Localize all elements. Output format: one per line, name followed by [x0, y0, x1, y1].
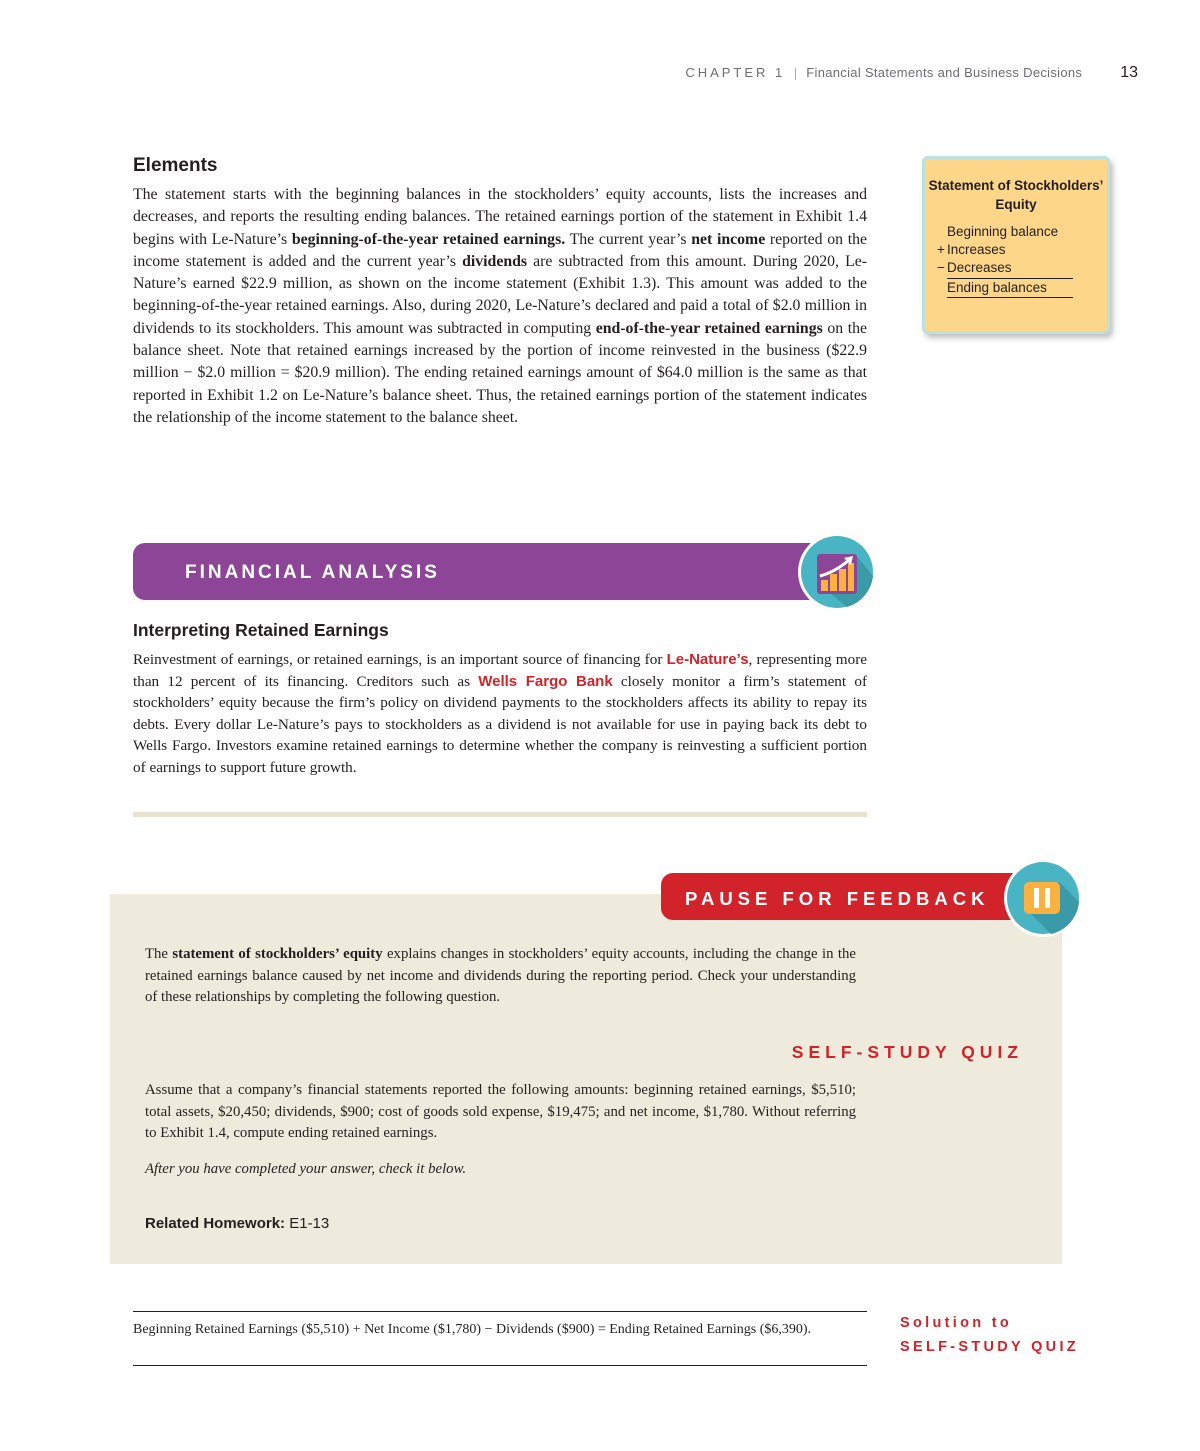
statement-summary-box	[922, 156, 1110, 334]
solution-heading	[900, 1311, 1079, 1359]
summary-decreases: − Decreases	[937, 260, 1012, 275]
chapter-label: CHAPTER 1	[685, 65, 786, 80]
chart-growth-icon	[797, 532, 877, 612]
term-end-retained-earnings: end-of-the-year retained earnings	[595, 319, 823, 337]
self-study-quiz-heading: SELF-STUDY QUIZ	[791, 1042, 1023, 1062]
related-homework-value: E1-13	[289, 1215, 330, 1232]
elements-text-4: are subtracted from this amount. During 2020, Le-Nature’s earned $22.9 million, as shown on the income statement (Exhibit 1.3). This amount was added to the beginning-of-the-year retained earnings. Also, during 2020, Le-Nature’s declared and paid a total of $2.0 million in dividends to its stockholders. This amount was subtracted in computing	[133, 252, 867, 337]
term-beginning-retained-earnings: beginning-of-the-year retained earnings.	[291, 230, 566, 248]
solution-rule-top	[133, 1311, 867, 1312]
summary-box-list	[937, 223, 1107, 298]
elements-text-1: The statement starts with the beginning balances in the stockholders’ equity accounts, lists the increases and decreases, and reports the resulting ending balances. The retained earnings portion of the statement in Exhibit 1.4 begins with Le-Nature’s	[133, 186, 867, 248]
elements-text-3: reported on the income statement is added and the current year’s	[133, 230, 868, 270]
company-name: Le-Nature’s	[666, 651, 749, 668]
solution-text: Beginning Retained Earnings ($5,510) + Net Income ($1,780) − Dividends ($900) = Ending Retained Earnings ($6,390).	[133, 1322, 812, 1337]
section-divider	[133, 812, 867, 817]
feedback-intro: The statement of stockholders’ equity explains changes in stockholders’ equity accounts, including the change in the retained earnings balance caused by net income and dividends during the reporting period. Check your understanding of these relationships by completing the following question.	[145, 946, 856, 1005]
solution-rule-bottom	[133, 1365, 867, 1366]
term-net-income: net income	[691, 230, 766, 248]
summary-box-title: Statement of Stockholders’ Equity	[928, 178, 1104, 212]
solution-heading-line1: Solution to	[900, 1315, 1013, 1331]
elements-heading: Elements	[133, 155, 218, 176]
header-divider	[795, 68, 796, 80]
running-header	[0, 64, 1138, 82]
interpreting-heading: Interpreting Retained Earnings	[133, 620, 389, 640]
self-study-quiz-question: Assume that a company’s financial statements reported the following amounts: beginning retained earnings, $5,510; total assets, $20,450; dividends, $900; cost of goods sold expense, $19,475; and net income, $1,780. Without referring to Exhibit 1.4, compute ending retained earnings.	[145, 1082, 856, 1141]
fa-text-2: , representing more than 12 percent of its financing. Creditors such as	[133, 651, 867, 690]
pause-icon	[1003, 858, 1083, 938]
term-statement-of-stockholders-equity: statement of stockholders’ equity	[172, 946, 383, 962]
summary-increases: + Increases	[937, 242, 1006, 257]
related-homework-label: Related Homework:	[145, 1215, 286, 1232]
financial-analysis-label: FINANCIAL ANALYSIS	[185, 562, 440, 583]
check-answer-note: After you have completed your answer, check it below.	[145, 1161, 467, 1177]
fa-text-1: Reinvestment of earnings, or retained earnings, is an important source of financing for	[133, 651, 667, 668]
summary-ending-balances: Ending balances	[947, 278, 1073, 298]
pause-for-feedback-label: PAUSE FOR FEEDBACK	[685, 888, 990, 909]
summary-beginning-balance: Beginning balance	[947, 224, 1059, 239]
minus-sign: −	[937, 260, 945, 275]
related-homework	[145, 1215, 329, 1232]
chapter-title: Financial Statements and Business Decisions	[806, 65, 1083, 80]
financial-analysis-banner	[133, 543, 823, 600]
page-number: 13	[1120, 64, 1138, 81]
pause-for-feedback-banner	[661, 873, 1021, 920]
financial-analysis-paragraph	[133, 649, 867, 778]
elements-text-5: on the balance sheet. Note that retained earnings increased by the portion of income reinvested in the business ($22.9 million − $2.0 million = $20.9 million). The ending retained earnings amount of $64.0 million is the same as that reported in Exhibit 1.2 on Le-Nature’s balance sheet. Thus, the retained earnings portion of the statement indicates the relationship of the income statement to the balance sheet.	[133, 319, 868, 426]
solution-heading-line2: SELF-STUDY QUIZ	[900, 1339, 1079, 1355]
elements-text-2: The current year’s	[565, 230, 692, 248]
elements-paragraph	[133, 184, 867, 429]
bank-name: Wells Fargo Bank	[478, 672, 613, 690]
fa-text-3: closely monitor a firm’s statement of stockholders’ equity because the firm’s policy on dividend payments to the stockholders affects its ability to repay its debts. Every dollar Le-Nature’s pays to stockholders as a dividend is not available for use in paying back its debt to Wells Fargo. Investors examine retained earnings to determine whether the company is reinvesting a sufficient portion of earnings to support future growth.	[133, 672, 868, 776]
plus-sign: +	[937, 242, 945, 257]
term-dividends: dividends	[462, 252, 528, 270]
